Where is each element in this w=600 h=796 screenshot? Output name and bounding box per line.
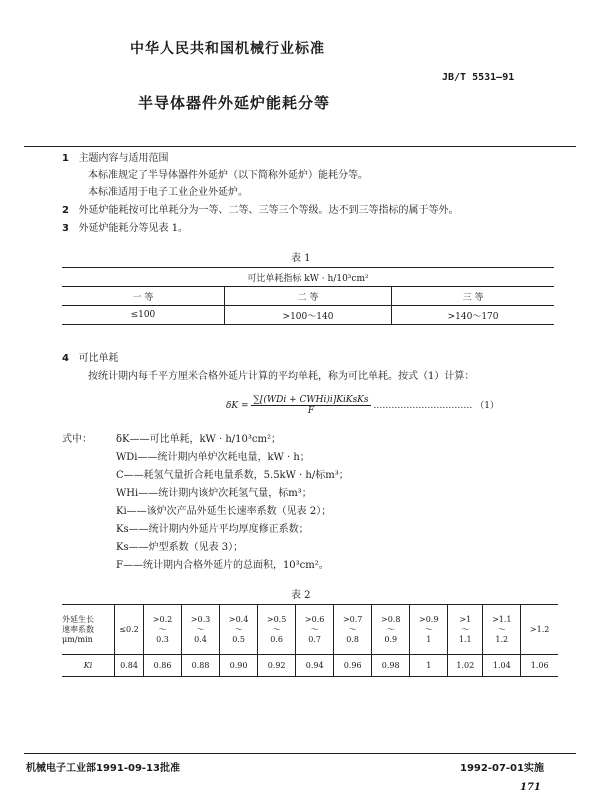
range-cell: >1.1 ～ 1.2 xyxy=(483,605,521,655)
table-2-row-header: 外延生长 速率系数 μm/min xyxy=(62,605,115,655)
grade-cell: 二 等 xyxy=(224,287,391,306)
section-1-line-1: 本标准规定了半导体器件外延炉（以下简称外延炉）能耗分等。 xyxy=(88,170,368,181)
formula-lhs: δK = xyxy=(226,401,249,411)
k-value: 0.98 xyxy=(372,655,410,677)
issuing-organization: 中华人民共和国机械行业标准 xyxy=(130,41,325,57)
range-cell: >0.9 ～ 1 xyxy=(410,605,448,655)
value-cell: >140～170 xyxy=(392,306,554,325)
formula-number: （1） xyxy=(475,401,500,411)
section-1-line-2: 本标准适用于电子工业企业外延炉。 xyxy=(88,187,248,198)
range-cell: ≤0.2 xyxy=(115,605,144,655)
range-cell: >0.2 ～ 0.3 xyxy=(144,605,182,655)
k-value: 0.86 xyxy=(144,655,182,677)
range-cell: >0.6 ～ 0.7 xyxy=(296,605,334,655)
k-value: 0.84 xyxy=(115,655,144,677)
grade-cell: 三 等 xyxy=(392,287,554,306)
k-value: 0.88 xyxy=(182,655,220,677)
value-cell: >100～140 xyxy=(224,306,391,325)
table-1-header: 可比单耗指标 kW · h/10³cm² xyxy=(62,268,554,287)
section-3-text: 外延炉能耗分等见表 1。 xyxy=(78,223,189,234)
k-value: 0.92 xyxy=(258,655,296,677)
formula-denominator: F xyxy=(307,406,315,416)
k-value: 1.06 xyxy=(521,655,558,677)
table-2-caption: 表 2 xyxy=(291,590,311,601)
section-2-text: 外延炉能耗按可比单耗分为一等、二等、三等三个等级。达不到三等指标的属于等外。 xyxy=(78,205,459,216)
definition-item: F——统计期内合格外延片的总面积，10³cm²。 xyxy=(116,560,329,571)
range-cell: >1 ～ 1.1 xyxy=(448,605,483,655)
table-2 xyxy=(62,604,558,677)
k-value: 1 xyxy=(410,655,448,677)
range-cell: >0.4 ～ 0.5 xyxy=(220,605,258,655)
definition-item: WHi——统计期内该炉次耗氢气量，标m³； xyxy=(116,488,312,499)
range-cell: >1.2 xyxy=(521,605,558,655)
definition-item: Ki——该炉次产品外延生长速率系数（见表 2）； xyxy=(116,506,332,517)
table-1-header-row xyxy=(62,268,554,287)
range-cell: >0.3 ～ 0.4 xyxy=(182,605,220,655)
definition-item: Ks——统计期内外延片平均厚度修正系数； xyxy=(116,524,309,535)
k-value: 1.04 xyxy=(483,655,521,677)
document-title: 半导体器件外延炉能耗分等 xyxy=(138,94,331,112)
k-value: 1.02 xyxy=(448,655,483,677)
formula-numerator: ∑[(WDi + CWHi)i]KiKsKs xyxy=(253,395,369,405)
table-1 xyxy=(62,267,554,325)
formula-fraction xyxy=(251,395,370,416)
header-rule xyxy=(24,146,576,147)
formula-1 xyxy=(226,395,499,416)
k-value: 0.90 xyxy=(220,655,258,677)
table-2-k-row xyxy=(62,655,558,677)
k-label: Ki xyxy=(62,655,115,677)
definitions-label: 式中： xyxy=(62,434,92,445)
section-4-text: 按统计期内每千平方厘米合格外延片计算的平均单耗，称为可比单耗。按式（1）计算： xyxy=(88,371,475,382)
section-3: 3 外延炉能耗分等见表 1。 xyxy=(62,223,189,234)
section-2: 2 外延炉能耗按可比单耗分为一等、二等、三等三个等级。达不到三等指标的属于等外。 xyxy=(62,205,459,216)
k-value: 0.96 xyxy=(334,655,372,677)
section-4-title: 可比单耗 xyxy=(78,353,119,364)
range-cell: >0.8 ～ 0.9 xyxy=(372,605,410,655)
table-1-caption: 表 1 xyxy=(291,253,311,264)
definition-item: δK——可比单耗，kW · h/10³cm²； xyxy=(116,434,281,445)
definition-item: Ks——炉型系数（见表 3）； xyxy=(116,542,244,553)
section-1-title: 主题内容与适用范围 xyxy=(78,153,169,164)
standard-number: JB/T 5531—91 xyxy=(442,72,515,83)
definition-item: C——耗氢气量折合耗电量系数，5.5kW · h/标m³； xyxy=(116,470,349,481)
definition-item: WDi——统计期内单炉次耗电量，kW · h； xyxy=(116,452,310,463)
grade-cell: 一 等 xyxy=(62,287,224,306)
page-number: 171 xyxy=(520,782,541,793)
formula-leader-dots: …………………………… xyxy=(373,401,473,411)
range-cell: >0.5 ～ 0.6 xyxy=(258,605,296,655)
table-2-range-row xyxy=(62,605,558,655)
approval-line: 机械电子工业部1991-09-13批准 xyxy=(26,763,180,774)
section-4-heading: 4 可比单耗 xyxy=(62,353,119,364)
section-1-heading: 1 主题内容与适用范围 xyxy=(62,153,169,164)
range-cell: >0.7 ～ 0.8 xyxy=(334,605,372,655)
footer-rule xyxy=(24,753,576,754)
k-value: 0.94 xyxy=(296,655,334,677)
value-cell: ≤100 xyxy=(62,306,224,325)
implementation-date: 1992-07-01实施 xyxy=(460,763,544,774)
table-1-value-row xyxy=(62,306,554,325)
table-1-grade-row xyxy=(62,287,554,306)
